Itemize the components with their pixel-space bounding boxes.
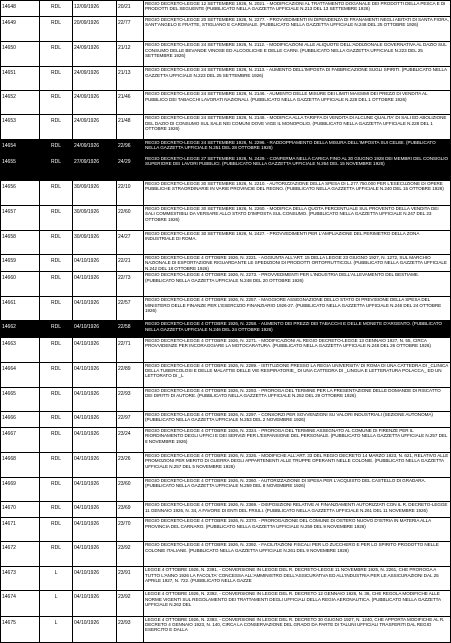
act-date: 04/10/1926 bbox=[73, 502, 117, 518]
act-date: 04/10/1926 bbox=[73, 542, 117, 567]
act-date: 04/10/1926 bbox=[73, 337, 117, 362]
table-row bbox=[1, 180, 451, 205]
act-description: LEGGE 4 OTTOBRE 1926, N. 2393. - CONVERSIONE IN LEGGE DEL R. DECRETO 30 GIUGNO 1927, N. 1240, CHE APPORTA MODIFICHE AL R. DECRETO 4 GENNAIO 1923, N. 140, CIRCA LA CONSERVAZIONE DEL GRADO DA PARTE DI TALUNI UFFICIALI TRASFERITI DAL REGIO ESERCITO E DALLA bbox=[144, 616, 451, 642]
page-ref: 22/71 bbox=[117, 337, 144, 362]
act-description: REGIO DECRETO-LEGGE 30 SETTEMBRE 1926, N. 2427. - PROVVEDIMENTI PER L'AMPLIAZIONE DEL PERIMETRO DELLA ZONA INDUSTRIALE DI ROMA. bbox=[144, 230, 451, 254]
act-type: RDL bbox=[40, 478, 73, 502]
act-description: REGIO DECRETO-LEGGE 4 OTTOBRE 1926, N. 2289. - ISTITUZIONE PRESSO LA REGIA UNIVERSITA' DI ROMA DI UNA CATTEDRA DI _CLINICA DELLA TUBERCOLOSI E DELLE MALATTIE DELLE VIE RESPIRATORIE_ DI UNA CATTEDRA DI _LINGUA E LETTERATURA POLACCA_ ED UN LETTORATO DI _L bbox=[144, 362, 451, 387]
act-date: 20/09/1926 bbox=[73, 17, 117, 42]
act-date: 04/10/1926 bbox=[73, 411, 117, 427]
act-date: 04/10/1926 bbox=[73, 297, 117, 321]
act-date: 04/10/1926 bbox=[73, 478, 117, 502]
record-number: 14653 bbox=[1, 115, 40, 139]
act-description: REGIO DECRETO-LEGGE 4 OTTOBRE 1926, N. 2257. - MAGGIORE ASSEGNAZIONE DELLO STATO DI PREVISIONE DELLA SPESA DEL MINISTERO DELLE FINANZE PER L'ESERCIZIO FINANZIARIO 1926-27. (PUBBLICATO NELLA GAZZETTA UFFICIALE N.246 DEL 24 OTTOBRE 1926) bbox=[144, 297, 451, 321]
act-description: REGIO DECRETO-LEGGE 30 SETTEMBRE 1926, N. 2210. - AUTORIZZAZIONE DELLA SPESA DI L.277.750.000 PER L'ESECUZIONE DI OPERE PUBBLICHE STRAORDINARIE IN VARIE PROVINCIE DEL REGNO. (PUBBLICATO NELLA GAZZETTA UFFICIALE N.240 DEL 15 OTTOBRE 1926) bbox=[144, 180, 451, 205]
record-number: 14671 bbox=[1, 518, 40, 542]
act-type: RDL bbox=[40, 427, 73, 452]
record-number: 14658 bbox=[1, 230, 40, 254]
act-date: 04/10/1926 bbox=[73, 272, 117, 297]
page-ref: 22/57 bbox=[117, 297, 144, 321]
page-ref: 23/92 bbox=[117, 542, 144, 567]
act-type: RDL bbox=[40, 205, 73, 230]
act-description: REGIO DECRETO-LEGGE 4 OTTOBRE 1926, N. 2273. - PROVVEDIMENTI PER L'INDUSTRIA DELL'ALLEVAMENTO DEL BESTIAME. (PUBBLICATO NELLA GAZZETTA UFFICIALE N.248 DEL 20 OTTOBRE 1926) bbox=[144, 272, 451, 297]
page-ref: 23/69 bbox=[117, 502, 144, 518]
page-ref: 22/77 bbox=[117, 17, 144, 42]
table-row bbox=[1, 518, 451, 542]
act-type: RDL bbox=[40, 42, 73, 67]
page-ref: 21/46 bbox=[117, 91, 144, 115]
record-number: 14663 bbox=[1, 337, 40, 362]
act-description: REGIO DECRETO-LEGGE 24 SETTEMBRE 1926, N. 2113. - AUMENTO DELL'IMPOSTA DI FABBRICAZIONE SUGLI SPIRITI. (PUBBLICATO NELLA GAZZETTA UFFICIALE N.223 DEL 25 SETTEMBRE 1926) bbox=[144, 67, 451, 91]
record-number: 14665 bbox=[1, 387, 40, 411]
page-ref: 24/29 bbox=[117, 155, 144, 180]
act-description: REGIO DECRETO-LEGGE 4 OTTOBRE 1926, N. 2271. - MODIFICAZIONI AL REGIO DECRETO-LEGGE 13 GENNAIO 1927, N. 55, CIRCA PROVVIDENZE PER INCORAGGIARE LA MOTOCARATURA. (PUBBLICATO NELLA GAZZETTA UFFICIALE N.248 DEL 26 OTTOBRE 1926) bbox=[144, 337, 451, 362]
act-date: 30/09/1926 bbox=[73, 180, 117, 205]
act-type: RDL bbox=[40, 115, 73, 139]
act-description: REGIO DECRETO-LEGGE 4 OTTOBRE 1926, N. 2324. - PROROGA DEL TERMINE ASSEGNATO AL COMUNE DI FIRENZE PER IL RIORDINAMENTO DEGLI UFFICI E DEI SERVIZI PER L'ESPANSIONE DEL PERSONALE. (PUBBLICATO NELLA GAZZETTA UFFICIALE N.257 DEL 8 NOVEMBRE 1926) bbox=[144, 427, 451, 452]
record-number: 14654 bbox=[1, 139, 40, 155]
act-type: RDL bbox=[40, 387, 73, 411]
record-number: 14657 bbox=[1, 205, 40, 230]
act-date: 30/09/1926 bbox=[73, 230, 117, 254]
record-number: 14649 bbox=[1, 17, 40, 42]
act-description: REGIO DECRETO-LEGGE 4 OTTOBRE 1926, N. 2258. - AUMENTO DEI PREZZI DEI TABACCHI E DELLE MONETE D'ARGENTO. (PUBBLICATO NELLA GAZZETTA UFFICIALE N.246 DEL 24 OTTOBRE 1926) bbox=[144, 321, 451, 337]
act-date: 24/09/1926 bbox=[73, 139, 117, 155]
record-number: 14648 bbox=[1, 1, 40, 17]
table-row bbox=[1, 362, 451, 387]
records-table-body bbox=[1, 1, 451, 643]
act-description: REGIO DECRETO-LEGGE 12 SETTEMBRE 1926, N. 2021. - MODIFICAZIONI AL TRATTAMENTO DOGANALE DEI PRODOTTI DELLA PESCA E DI PRODOTTI DEL SEGUENTE (PUBBLICATO NELLA GAZZETTA UFFICIALE N.213 DEL 13 SETTEMBRE 1926) bbox=[144, 1, 451, 17]
act-date: 30/09/1926 bbox=[73, 205, 117, 230]
page-ref: 22/58 bbox=[117, 321, 144, 337]
act-description: REGIO DECRETO-LEGGE 30 SETTEMBRE 1926, N. 2260. - MODIFICA DELLA QUOTA PERCENTUALE SUL PROVENTO DELLA VENDITA DEI SALI COMMESTIBILI DA VERSARE ALLO STATO D'IMPOSTA SUL CONSUMO. (PUBBLICATO NELLA GAZZETTA UFFICIALE N.247 DEL 23 OTTOBRE 1926) bbox=[144, 205, 451, 230]
table-row bbox=[1, 17, 451, 42]
act-type: RDL bbox=[40, 337, 73, 362]
page-ref: 24/27 bbox=[117, 230, 144, 254]
act-description: REGIO DECRETO-LEGGE 24 SETTEMBRE 1926, N. 2112. - MODIFICAZIONI ALLE ALIQUOTE DELL'ADDIZIONALE GOVERNATIVA AL DAZIO SUL CONSUMO DELLE BEVANDE VINOSE ED ALCOOLICHE E DELLE CARNI. (PUBBLICATO NELLA GAZZETTA UFFICIALE N.223 DEL 25 SETTEMBRE 1926) bbox=[144, 42, 451, 67]
page-ref: 22/89 bbox=[117, 362, 144, 387]
act-date: 04/10/1926 bbox=[73, 387, 117, 411]
act-description: REGIO DECRETO-LEGGE 24 SETTEMBRE 1926, N. 2146. - AUMENTO DELLE MISURE DEI LIMITI MASSIMI DEI PREZZI DI VENDITA AL PUBBLICO DEI TABACCHI LAVORATI NAZIONALI. (PUBBLICATO NELLA GAZZETTA UFFICIALE N.228 DEL 1 OTTOBRE 1926) bbox=[144, 91, 451, 115]
act-type: RDL bbox=[40, 254, 73, 271]
table-row bbox=[1, 542, 451, 567]
page-ref: 22/96 bbox=[117, 139, 144, 155]
record-number: 14670 bbox=[1, 502, 40, 518]
act-date: 24/09/1926 bbox=[73, 42, 117, 67]
act-date: 24/09/1926 bbox=[73, 115, 117, 139]
record-number: 14666 bbox=[1, 411, 40, 427]
act-date: 12/09/1926 bbox=[73, 1, 117, 17]
page-ref: 23/92 bbox=[117, 591, 144, 616]
act-date: 04/10/1926 bbox=[73, 452, 117, 477]
act-type: RDL bbox=[40, 230, 73, 254]
table-row bbox=[1, 91, 451, 115]
act-type: L bbox=[40, 567, 73, 591]
record-number: 14659 bbox=[1, 254, 40, 271]
act-description: LEGGE 4 OTTOBRE 1926, N. 2391. - CONVERSIONE IN LEGGE DEL R. DECRETO-LEGGE 11 NOVEMBRE 1925, N. 2261, CHE PROROGA A TUTTO L'ANNO 1926 LA FACOLTA' CONCESSA ALL'AMMINISTRO DELL'ASSICURATIVA ED ALL'INDUSTRIA PER LE ASSICURAZIONI DAL 25 APRILE 1927, N. 722. (PUBBLICATO NELLA GAZZE bbox=[144, 567, 451, 591]
page-ref: 22/97 bbox=[117, 411, 144, 427]
act-type: RDL bbox=[40, 180, 73, 205]
table-row bbox=[1, 321, 451, 337]
act-description: REGIO DECRETO-LEGGE 4 OTTOBRE 1926, N. 2326. - MODIFICHE ALL'ART. 33 DEL REGIO DECRETO 14 MARZO 1923, N. 621, RELATIVO ALLE PROMOZIONI PER MERITO DI GUERRA DEGLI APPARTENENTI ALLE TRUPPE OPERANTI NELLE COLONIE. (PUBBLICATO NELLA GAZZETTA UFFICIALE N.257 DEL 5 NOVEMBRE 1926) bbox=[144, 452, 451, 477]
table-row bbox=[1, 254, 451, 271]
act-date: 04/10/1926 bbox=[73, 362, 117, 387]
table-row bbox=[1, 115, 451, 139]
page-ref: 23/91 bbox=[117, 567, 144, 591]
act-date: 04/10/1926 bbox=[73, 427, 117, 452]
table-row bbox=[1, 155, 451, 180]
act-type: RDL bbox=[40, 411, 73, 427]
record-number: 14668 bbox=[1, 452, 40, 477]
act-description: REGIO DECRETO-LEGGE 4 OTTOBRE 1926, N. 2360. - AUTORIZZAZIONE DI SPESA PER L'ACQUISTO DEL CASTELLO DI GRADARA. (PUBBLICATO NELLA GAZZETTA UFFICIALE N.259 DEL 8 NOVEMBRE 1926) bbox=[144, 478, 451, 502]
act-type: RDL bbox=[40, 321, 73, 337]
act-description: REGIO DECRETO-LEGGE 27 SETTEMBRE 1926, N. 2429. - CONFERMA NELLA CARICA FINO AL 30 GIUGNO 1928 DEI MEMBRI DEL CONSIGLIO SUPERIORE DEI LAVORI PUBBLICI. (PUBBLICATO NELLA GAZZETTA UFFICIALE N.264 DEL 15 NOVEMBRE 1926) bbox=[144, 155, 451, 180]
record-number: 14661 bbox=[1, 297, 40, 321]
record-number: 14672 bbox=[1, 542, 40, 567]
page-ref: 21/48 bbox=[117, 115, 144, 139]
act-description: REGIO DECRETO-LEGGE 20 SETTEMBRE 1926, N. 2277. - PROVVEDIMENTI IN DIPENDENZA DI FRANAMENTI NEGLI ABITATI DI SANTA FIORA, SANT'ANGELO E FRATTE, STIGLIANO E CARDINALE. (PUBBLICATO NELLA GAZZETTA UFFICIALE N.248 DEL 25 OTTOBRE 1926) bbox=[144, 17, 451, 42]
page-ref: 21/13 bbox=[117, 67, 144, 91]
table-row bbox=[1, 230, 451, 254]
table-row bbox=[1, 616, 451, 642]
record-number: 14650 bbox=[1, 42, 40, 67]
act-description: REGIO DECRETO-LEGGE 24 SETTEMBRE 1926, N. 2148. - MODIFICA ALLA TARIFFA DI VENDITA DI ALCUNE QUALITA' DI SALI ED ABOLIZIONE DEL DAZIO DI CONSUMO SUL SALE NEI COMUNI DOVE VIGE IL MONOPOLIO. (PUBBLICATO NELLA GAZZETTA UFFICIALE N.228 DEL 1 OTTOBRE 1926) bbox=[144, 115, 451, 139]
act-description: REGIO DECRETO-LEGGE 4 OTTOBRE 1926, N. 2369. - DISPOSIZIONI RELATIVE AI FINANZIAMENTI AUTORIZZATI CON IL R. DECRETO-LEGGE 11 GENNAIO 1926, N. 34, A FAVORE DI ENTI DEL FRIULI. (PUBBLICATO NELLA GAZZETTA UFFICIALE N.261 DEL 11 NOVEMBRE 1926) bbox=[144, 502, 451, 518]
page-ref: 23/24 bbox=[117, 427, 144, 452]
act-description: REGIO DECRETO-LEGGE 4 OTTOBRE 1926, N. 2293. - PROROGA DEL TERMINE PER LA PRESENTAZIONE DELLE DOMANDE DI RISCATTO DEI DIRITTI DI AUTORE. (PUBBLICATO NELLA GAZZETTA UFFICIALE N.252 DEL 29 OTTOBRE 1926) bbox=[144, 387, 451, 411]
act-type: RDL bbox=[40, 17, 73, 42]
act-description: REGIO DECRETO-LEGGE 4 OTTOBRE 1926, N. 2297. - CONSORZI PER SOVVENZIONI SU VALORI INDUSTRIALI (SEZIONE AUTONOMA) (PUBBLICATO NELLA GAZZETTA UFFICIALE N.253 DEL 2 NOVEMBRE 1926) bbox=[144, 411, 451, 427]
record-number: 14674 bbox=[1, 591, 40, 616]
table-row bbox=[1, 1, 451, 17]
act-type: RDL bbox=[40, 139, 73, 155]
act-type: RDL bbox=[40, 542, 73, 567]
act-date: 04/10/1926 bbox=[73, 616, 117, 642]
record-number: 14667 bbox=[1, 427, 40, 452]
page-ref: 21/12 bbox=[117, 42, 144, 67]
act-type: RDL bbox=[40, 502, 73, 518]
table-row bbox=[1, 272, 451, 297]
act-type: RDL bbox=[40, 1, 73, 17]
page-ref: 23/26 bbox=[117, 452, 144, 477]
record-number: 14662 bbox=[1, 321, 40, 337]
record-number: 14660 bbox=[1, 272, 40, 297]
page-ref: 23/70 bbox=[117, 518, 144, 542]
table-row bbox=[1, 411, 451, 427]
act-date: 24/09/1926 bbox=[73, 91, 117, 115]
page-ref: 22/60 bbox=[117, 205, 144, 230]
page-ref: 22/10 bbox=[117, 180, 144, 205]
table-row bbox=[1, 502, 451, 518]
table-row bbox=[1, 427, 451, 452]
table-row bbox=[1, 591, 451, 616]
record-number: 14669 bbox=[1, 478, 40, 502]
act-description: REGIO DECRETO-LEGGE 4 OTTOBRE 1926, N. 2392. - FACILITAZIONI FISCALI PER LO ZUCCHERO E PER LO SPIRITO PRODOTTO NELLE COLONIE ITALIANE. (PUBBLICATO NELLA GAZZETTA UFFICIALE N.261 DEL 9 NOVEMBRE 1926) bbox=[144, 542, 451, 567]
table-row bbox=[1, 67, 451, 91]
table-row bbox=[1, 567, 451, 591]
page-ref: 22/73 bbox=[117, 272, 144, 297]
table-row bbox=[1, 452, 451, 477]
act-date: 04/10/1926 bbox=[73, 567, 117, 591]
page-ref: 23/60 bbox=[117, 478, 144, 502]
table-row bbox=[1, 478, 451, 502]
table-row bbox=[1, 297, 451, 321]
table-row bbox=[1, 337, 451, 362]
page-ref: 20/21 bbox=[117, 1, 144, 17]
table-row bbox=[1, 139, 451, 155]
page-ref: 22/21 bbox=[117, 254, 144, 271]
act-date: 04/10/1926 bbox=[73, 518, 117, 542]
record-number: 14652 bbox=[1, 91, 40, 115]
act-description: REGIO DECRETO-LEGGE 24 SETTEMBRE 1926, N. 2296. - RADDOPPIAMENTO DELLA MISURA DELL'IMPOSTA SUI CELIBI. (PUBBLICATO NELLA GAZZETTA UFFICIALE N.251 DEL 28 OTTOBRE 1926) bbox=[144, 139, 451, 155]
act-type: RDL bbox=[40, 67, 73, 91]
act-description: LEGGE 4 OTTOBRE 1926, N. 2392. - CONVERSIONE IN LEGGE DEL R. DECRETO 12 GENNAIO 1926, N. 36, CHE REGOLA MODIFICHE ALLE NORME VIGENTI SUL REGOLAMENTO DEI TRATTAMENTI DEGLI UFFICIALI DELLA REGIA AERONAUTICA. (PUBBLICATO NELLA GAZZETTA UFFICIALE N.262 DEL bbox=[144, 591, 451, 616]
act-type: RDL bbox=[40, 518, 73, 542]
page-ref: 22/93 bbox=[117, 387, 144, 411]
act-type: RDL bbox=[40, 91, 73, 115]
act-date: 27/09/1926 bbox=[73, 155, 117, 180]
record-number: 14651 bbox=[1, 67, 40, 91]
act-type: RDL bbox=[40, 297, 73, 321]
record-number: 14655 bbox=[1, 155, 40, 180]
act-date: 24/09/1926 bbox=[73, 67, 117, 91]
act-type: RDL bbox=[40, 362, 73, 387]
table-row bbox=[1, 42, 451, 67]
record-number: 14675 bbox=[1, 616, 40, 642]
act-type: RDL bbox=[40, 272, 73, 297]
act-description: REGIO DECRETO-LEGGE 4 OTTOBRE 1926, N. 2221. - AGGIUNTA ALL'ART. 15 DELLA LEGGE 23 GIUGNO 1927, N. 1272, SUL MARCHIO NAZIONALE DI ESPORTAZIONE RIGUARDANTE LE SPEDIZIONI DI PRODOTTI ORTOFRUTTICOLI. (PUBBLICATO NELLA GAZZETTA UFFICIALE N.242 DEL 18 OTTOBRE 1926) bbox=[144, 254, 451, 271]
act-type: RDL bbox=[40, 155, 73, 180]
act-description: REGIO DECRETO-LEGGE 4 OTTOBRE 1926, N. 2370. - PROROGAZIONE DEL COMUNE DI OSTERO NUOVO D'ISTRIA IN MATERIA ALLA PROVINCIA DEL CARNARO. (PUBBLICATO NELLA GAZZETTA UFFICIALE N.259 DEL 9 NOVEMBRE 1926) bbox=[144, 518, 451, 542]
table-row bbox=[1, 387, 451, 411]
act-date: 04/10/1926 bbox=[73, 591, 117, 616]
act-type: L bbox=[40, 616, 73, 642]
act-type: L bbox=[40, 591, 73, 616]
record-number: 14673 bbox=[1, 567, 40, 591]
act-type: RDL bbox=[40, 452, 73, 477]
act-date: 04/10/1926 bbox=[73, 254, 117, 271]
record-number: 14656 bbox=[1, 180, 40, 205]
record-number: 14664 bbox=[1, 362, 40, 387]
table-row bbox=[1, 205, 451, 230]
page-ref: 23/93 bbox=[117, 616, 144, 642]
act-date: 04/10/1926 bbox=[73, 321, 117, 337]
